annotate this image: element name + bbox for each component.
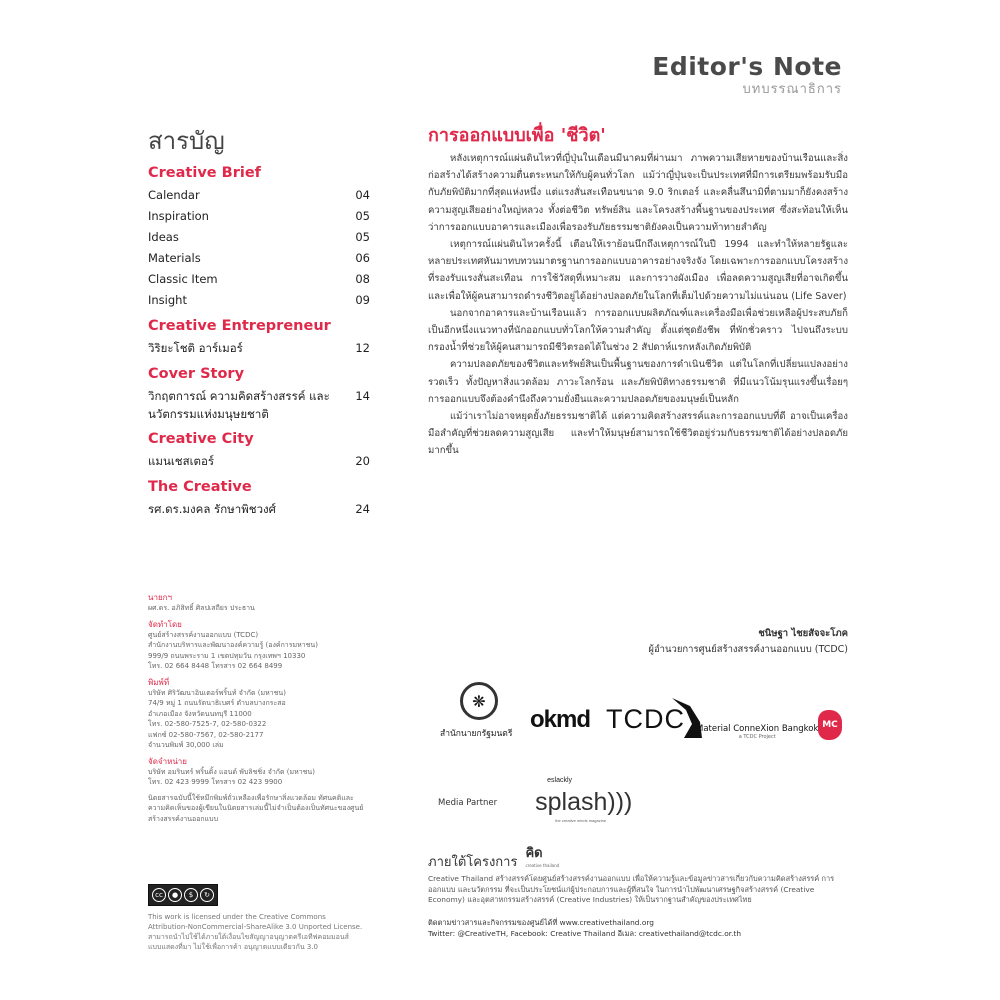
toc-item-page: 09	[355, 293, 370, 307]
editor-signature	[428, 626, 848, 658]
about-heading	[428, 848, 848, 872]
contact-social[interactable]: Twitter: @CreativeTH, Facebook: Creative Thailand อีเมล: creativethailand@tcdc.or.th	[428, 929, 742, 938]
credit-heading: จัดทำโดย	[148, 619, 182, 629]
toc-section-heading: Creative Brief	[148, 165, 261, 181]
toc-section-the-creative	[148, 478, 370, 520]
credit-note: นิตยสารฉบับนี้ใช้หมึกพิมพ์ถั่วเหลืองเพื่อรักษาสิ่งแวดล้อม ทัศนคติและความคิดเห็นของผู้เขียนในนิตยสารเล่มนี้ไม่จำเป็นต้องเป็นทัศนะของศูนย์สร้างสรรค์งานออกแบบ	[148, 793, 364, 823]
contact-info	[428, 917, 848, 939]
editor-name: ชนิษฐา ไชยสัจจะโภค	[758, 628, 848, 639]
toc-item-page: 12	[355, 341, 370, 355]
toc-item[interactable]	[148, 338, 370, 359]
credit-line: 74/9 หมู่ 1 ถนนรัตนาธิเบศร์ ตำบลบางกระสอ	[148, 699, 286, 707]
mc-badge-logo: MC	[818, 710, 842, 740]
credit-line: แฟกซ์ 02-580-7567, 02-580-2177	[148, 730, 264, 739]
okmd-logo: okmd	[530, 706, 591, 733]
splash-logo	[535, 777, 633, 823]
seal-caption: สำนักนายกรัฐมนตรี	[440, 729, 513, 739]
toc-item[interactable]	[148, 185, 370, 206]
material-connexion-logo	[696, 724, 818, 740]
toc-item-label: Insight	[148, 293, 187, 307]
nc-icon: $	[184, 888, 198, 902]
toc-item-page: 14	[355, 389, 370, 403]
credit-block	[148, 756, 368, 788]
article-paragraph: แม้ว่าเราไม่อาจหยุดยั้งภัยธรรมชาติได้ แต่ความคิดสร้างสรรค์และการออกแบบที่ดี อาจเป็นเครื่องมือสำคัญที่ช่วยลดความสูญเสีย และทำให้มนุษย์สามารถใช้ชีวิตอยู่ร่วมกับธรรมชาติได้อย่างปลอดภัยมากขึ้น	[428, 411, 848, 457]
toc-section-creative-city	[148, 430, 370, 472]
toc-item-page: 24	[355, 502, 370, 516]
article-paragraph: นอกจากอาคารและบ้านเรือนแล้ว การออกแบบผลิตภัณฑ์และเครื่องมือเพื่อช่วยเหลือผู้ประสบภัยก็เป็นอีกหนึ่งแนวทางที่นักออกแบบทั่วโลกให้ความสำคัญ ตั้งแต่ชุดยังชีพ ที่พักชั่วคราว ไปจนถึงระบบกรองน้ำที่ช่วยให้ผู้คนสามารถมีชีวิตรอดได้ในช่วง 2 สัปดาห์แรกหลังเกิดภัยพิบัติ	[428, 307, 848, 354]
section-title: Editor's Note	[652, 52, 842, 81]
toc-section-heading: The Creative	[148, 479, 252, 495]
credit-heading: พิมพ์ที่	[148, 677, 170, 687]
about-section	[428, 848, 848, 906]
license-text: This work is licensed under the Creative Commons Attribution-NonCommercial-ShareAlike 3.0 Unported License. สามารถนำไปใช้ได้ภายใต้เงื่อนไขสัญญาอนุญาตครีเอทีฟคอมมอนส์ แบบแสดงที่มา ไม่ใช้เพื่อการค้า อนุญาตแบบเดียวกัน 3.0	[148, 913, 363, 951]
credit-line: อำเภอเมือง จังหวัดนนทบุรี 11000	[148, 709, 252, 718]
credit-line: โทร. 02-580-7525-7, 02-580-0322	[148, 720, 267, 728]
credit-block	[148, 677, 368, 751]
credit-heading: นายกฯ	[148, 593, 172, 602]
kid-logo	[525, 848, 559, 872]
credit-line: โทร. 02 664 8448 โทรสาร 02 664 8499	[148, 662, 283, 670]
kid-logo-text: คิด	[525, 846, 543, 861]
creative-commons-badge[interactable]	[148, 884, 218, 906]
toc-item[interactable]	[148, 386, 370, 424]
article-paragraph: ความปลอดภัยของชีวิตและทรัพย์สินเป็นพื้นฐานของการดำเนินชีวิต แต่ในโลกที่เปลี่ยนแปลงอย่างรวดเร็ว ทั้งปัญหาสิ่งแวดล้อม ภาวะโลกร้อน และภัยพิบัติทางธรรมชาติ ที่มีแนวโน้มรุนแรงขึ้นเรื่อยๆ การออกแบบจึงต้องคำนึงถึงความยั่งยืนและความปลอดภัยของมนุษย์เป็นหลัก	[428, 359, 848, 405]
toc-section-creative-entrepreneur	[148, 317, 370, 359]
credit-line: บริษัท อมรินทร์ พริ้นติ้ง แอนด์ พับลิชชิ่ง จำกัด (มหาชน)	[148, 767, 315, 776]
credit-line: จำนวนพิมพ์ 30,000 เล่ม	[148, 741, 224, 749]
table-of-contents	[148, 126, 370, 526]
editor-role: ผู้อำนวยการศูนย์สร้างสรรค์งานออกแบบ (TCDC)	[648, 644, 848, 655]
toc-item-page: 04	[355, 188, 370, 202]
material-connexion-name: Material ConneXion Bangkok	[696, 724, 819, 734]
toc-item-label: Materials	[148, 251, 201, 265]
media-partner-label: Media Partner	[438, 797, 498, 808]
credit-line: ผศ.ดร. อภิสิทธิ์ ศิลปเสถียร ประธาน	[148, 604, 255, 612]
toc-item-label: วิริยะโชติ อาร์เมอร์	[148, 341, 243, 355]
about-body: Creative Thailand สร้างสรรค์โดยศูนย์สร้างสรรค์งานออกแบบ เพื่อให้ความรู้และข้อมูลข่าวสารเกี่ยวกับความคิดสร้างสรรค์ การออกแบบ และนวัตกรรม ที่จะเป็นประโยชน์แก่ผู้ประกอบการและผู้ที่สนใจ ในการนำไปพัฒนาเศรษฐกิจสร้างสรรค์ (Creative Economy) และอุตสาหกรรมสร้างสรรค์ (Creative Industries) ให้เป็นรากฐานสำคัญของประเทศไทย	[428, 874, 835, 904]
toc-item[interactable]	[148, 451, 370, 472]
toc-item[interactable]	[148, 290, 370, 311]
by-icon: ●	[168, 888, 182, 902]
government-seal-icon: ❋	[460, 682, 498, 720]
editorial-article	[428, 124, 848, 460]
page-header	[652, 52, 842, 98]
contact-website[interactable]: ติดตามข่าวสารและกิจกรรมของศูนย์ได้ที่ www.creativethailand.org	[428, 918, 654, 927]
toc-item-page: 05	[355, 230, 370, 244]
toc-section-heading: Creative City	[148, 431, 254, 447]
toc-section-cover-story	[148, 365, 370, 424]
credit-line: 999/9 ถนนพระราม 1 เขตปทุมวัน กรุงเทพฯ 10330	[148, 651, 306, 660]
toc-item-label: Ideas	[148, 230, 179, 244]
article-paragraph: หลังเหตุการณ์แผ่นดินไหวที่ญี่ปุ่นในเดือนมีนาคมที่ผ่านมา ภาพความเสียหายของบ้านเรือนและสิ่งก่อสร้างได้สร้างความตื่นตระหนกให้กับผู้คนทั่วโลก แม้ว่าญี่ปุ่นจะเป็นประเทศที่มีการเตรียมพร้อมรับมือกับภัยพิบัติมากที่สุดแห่งหนึ่ง แต่แรงสั่นสะเทือนขนาด 9.0 ริกเตอร์ และคลื่นสึนามิที่ตามมาก็ยังคงสร้างความสูญเสียอย่างใหญ่หลวง ทั้งต่อชีวิต ทรัพย์สิน และโครงสร้างพื้นฐานของประเทศ ซึ่งสะท้อนให้เห็นว่าการออกแบบอาคารและเมืองเพื่อรองรับภัยธรรมชาติยังคงเป็นความท้าทายสำคัญ	[428, 153, 848, 233]
toc-item[interactable]	[148, 248, 370, 269]
toc-section-heading: Cover Story	[148, 366, 245, 382]
article-title: การออกแบบเพื่อ 'ชีวิต'	[428, 125, 606, 146]
credit-line: โทร. 02 423 9999 โทรสาร 02 423 9900	[148, 778, 283, 786]
sa-icon: ↻	[200, 888, 214, 902]
toc-item[interactable]	[148, 269, 370, 290]
material-connexion-sub: a TCDC Project	[738, 734, 776, 740]
sponsor-logos	[440, 682, 850, 752]
media-partner	[438, 777, 633, 823]
toc-section-creative-brief	[148, 164, 370, 311]
toc-item-label: รศ.ดร.มงคล รักษาพิชวงศ์	[148, 502, 276, 516]
toc-item-label: Calendar	[148, 188, 200, 202]
credit-line: บริษัท ศิริวัฒนาอินเตอร์พริ้นท์ จำกัด (มหาชน)	[148, 688, 286, 697]
splash-pre: eslackly	[547, 777, 573, 784]
toc-item-page: 20	[355, 454, 370, 468]
credit-line: ศูนย์สร้างสรรค์งานออกแบบ (TCDC)	[148, 630, 259, 639]
kid-logo-sub: creative thailand	[525, 863, 560, 868]
credit-heading: จัดจำหน่าย	[148, 756, 187, 766]
credits	[148, 592, 368, 824]
toc-item[interactable]	[148, 499, 370, 520]
credit-block	[148, 619, 368, 672]
toc-item-label: Inspiration	[148, 209, 209, 223]
toc-title: สารบัญ	[148, 127, 225, 155]
toc-section-heading: Creative Entrepreneur	[148, 318, 331, 334]
toc-item-label: แมนเชสเตอร์	[148, 454, 215, 468]
cc-icon: cc	[152, 888, 166, 902]
section-subtitle: บทบรรณาธิการ	[742, 82, 842, 97]
toc-item-page: 06	[355, 251, 370, 265]
article-paragraph: เหตุการณ์แผ่นดินไหวครั้งนี้ เตือนให้เราย้อนนึกถึงเหตุการณ์ในปี 1994 และทำให้หลายรัฐและหลายประเทศหันมาทบทวนมาตรฐานการออกแบบอาคารอย่างจริงจัง โดยเฉพาะการออกแบบโครงสร้างที่รองรับแรงสั่นสะเทือน การใช้วัสดุที่เหมาะสม และการวางผังเมือง เพื่อลดความสูญเสียที่อาจเกิดขึ้น และเพื่อให้ผู้คนสามารถดำรงชีวิตอยู่ได้อย่างปลอดภัยในโลกที่เต็มไปด้วยความไม่แน่นอน (Life Saver)	[428, 239, 848, 302]
toc-item-page: 05	[355, 209, 370, 223]
tcdc-logo: TCDC	[606, 704, 685, 734]
toc-item-label: วิกฤตการณ์ ความคิดสร้างสรรค์ และนวัตกรรมแห่งมนุษยชาติ	[148, 389, 330, 421]
splash-post: the creative minds magazine	[555, 818, 607, 823]
about-heading-text: ภายใต้โครงการ	[428, 855, 518, 870]
credit-line: สำนักงานบริหารและพัฒนาองค์ความรู้ (องค์การมหาชน)	[148, 641, 318, 649]
toc-item-page: 08	[355, 272, 370, 286]
toc-item-label: Classic Item	[148, 272, 218, 286]
credit-block	[148, 592, 368, 614]
splash-word: splash)))	[535, 788, 633, 816]
toc-item[interactable]	[148, 206, 370, 227]
toc-item[interactable]	[148, 227, 370, 248]
